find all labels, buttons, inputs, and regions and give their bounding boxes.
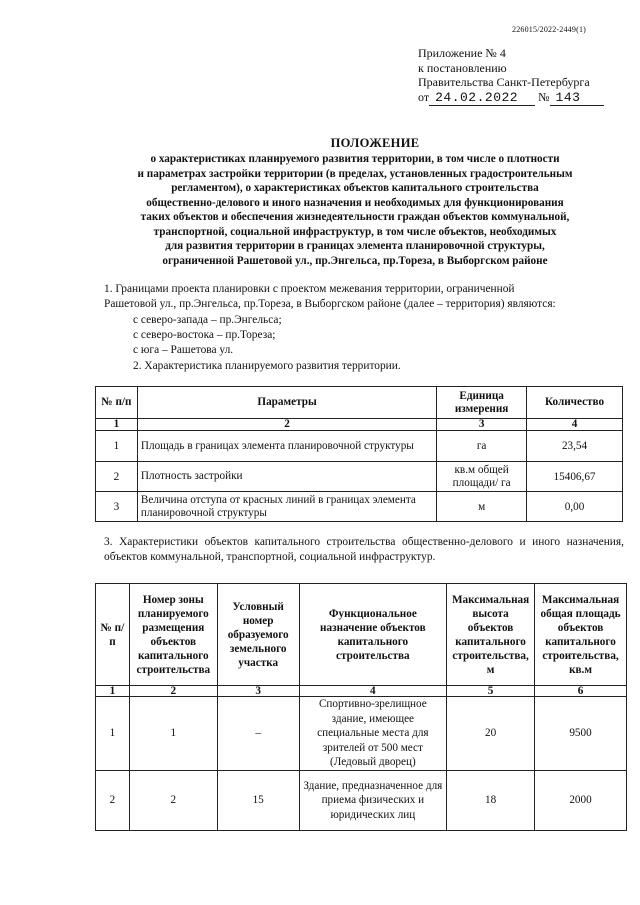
index-cell: 3 [437, 419, 527, 431]
header-number: № п/п [96, 584, 130, 686]
document-title: ПОЛОЖЕНИЕ [330, 136, 420, 150]
row-unit: кв.м общей площади/ га [437, 462, 527, 492]
document-number: 226015/2022-2449(1) [512, 25, 587, 34]
index-cell: 1 [96, 419, 138, 431]
paragraph-3: 3. Характеристики объектов капитального строительства общественно-делового и иного назначения, объектов коммунальной, транспортной, социальной инфраструктур. [104, 536, 624, 563]
table-row [96, 462, 623, 492]
header-area: Максимальная общая площадь объектов капитального строительства, кв.м [535, 584, 627, 686]
row-function: Здание, предназначенное для приема физических и юридических лиц [299, 771, 447, 831]
table-index-row [96, 419, 623, 431]
table-header-row [96, 387, 623, 419]
document-subtitle [80, 152, 630, 268]
index-cell: 3 [217, 686, 299, 697]
index-cell: 5 [447, 686, 535, 697]
boundary-item: с северо-запада – пр.Энгельса; [133, 314, 282, 326]
table-row [96, 492, 623, 522]
header-zone: Номер зоны планируемого размещения объектов капитального строительства [129, 584, 217, 686]
header-height: Максимальная высота объектов капитального строительства, м [447, 584, 535, 686]
row-height: 18 [447, 771, 535, 831]
row-zone: 2 [129, 771, 217, 831]
capital-construction-table [95, 583, 627, 831]
index-cell: 2 [137, 419, 436, 431]
index-cell: 1 [96, 686, 130, 697]
header-function: Функциональное назначение объектов капитального строительства [299, 584, 447, 686]
subtitle-line: о характеристиках планируемого развития территории, в том числе о плотности [150, 153, 560, 165]
row-function: Спортивно-зрелищное здание, имеющее специальные места для зрителей от 500 мест (Ледовый дворец) [299, 697, 447, 771]
row-plot: 15 [217, 771, 299, 831]
row-height: 20 [447, 697, 535, 771]
row-number: 1 [96, 697, 130, 771]
number-prefix: № [538, 89, 550, 104]
header-parameters: Параметры [137, 387, 436, 419]
row-number: 1 [96, 431, 138, 462]
table-row [96, 771, 627, 831]
decree-date: 24.02.2022 [429, 91, 535, 106]
row-plot: – [217, 697, 299, 771]
subtitle-line: транспортной, социальной инфраструктур, в том числе объектов, необходимых [153, 225, 557, 238]
row-number: 2 [96, 771, 130, 831]
index-cell: 6 [535, 686, 627, 697]
table-header-row [96, 584, 627, 686]
row-number: 2 [96, 462, 138, 492]
appendix-date-line [418, 90, 604, 106]
row-parameter: Величина отступа от красных линий в границах элемента планировочной структуры [137, 492, 436, 522]
row-parameter: Площадь в границах элемента планировочной структуры [137, 431, 436, 462]
header-unit: Единица измерения [437, 387, 527, 419]
header-plot: Условный номер образуемого земельного участка [217, 584, 299, 686]
subtitle-line: общественно-делового и иного назначения и необходимых для функционирования [146, 196, 564, 209]
table-index-row [96, 686, 627, 697]
appendix-line-3: Правительства Санкт-Петербурга [418, 75, 590, 89]
decree-number: 143 [550, 91, 604, 106]
row-area: 2000 [535, 771, 627, 831]
row-value: 23,54 [527, 431, 623, 462]
appendix-line-2: к постановлению [418, 60, 507, 75]
boundaries-list [133, 313, 282, 358]
row-value: 0,00 [527, 492, 623, 522]
subtitle-line: таких объектов и обеспечения жизнедеятельности граждан объектов коммунальной, [140, 211, 570, 223]
boundary-item: с северо-востока – пр.Тореза; [133, 329, 276, 341]
row-parameter: Плотность застройки [137, 462, 436, 492]
appendix-line-1: Приложение № 4 [418, 46, 506, 60]
index-cell: 2 [129, 686, 217, 697]
table-row [96, 697, 627, 771]
appendix-block [418, 46, 604, 106]
subtitle-line: для развития территории в границах элемента планировочной структуры, [165, 240, 545, 252]
row-area: 9500 [535, 697, 627, 771]
paragraph-1-line-1: 1. Границами проекта планировки с проектом межевания территории, ограниченной [104, 283, 515, 295]
paragraph-2: 2. Характеристика планируемого развития территории. [133, 360, 401, 372]
subtitle-line: регламентом), о характеристиках объектов капитального строительства [171, 182, 539, 194]
row-value: 15406,67 [527, 462, 623, 492]
header-number: № п/п [96, 387, 138, 419]
paragraph-1-line-2: Рашетовой ул., пр.Энгельса, пр.Тореза, в Выборгском районе (далее – территория) являются: [104, 298, 556, 310]
subtitle-line: ограниченной Рашетовой ул., пр.Энгельса, пр.Тореза, в Выборгском районе [162, 254, 548, 267]
table-row [96, 431, 623, 462]
date-prefix: от [418, 89, 430, 104]
boundary-item: с юга – Рашетова ул. [133, 344, 234, 356]
row-number: 3 [96, 492, 138, 522]
row-zone: 1 [129, 697, 217, 771]
header-quantity: Количество [527, 387, 623, 419]
index-cell: 4 [527, 419, 623, 431]
index-cell: 4 [299, 686, 447, 697]
row-unit: м [437, 492, 527, 522]
row-unit: га [437, 431, 527, 462]
subtitle-line: и параметрах застройки территории (в пределах, установленных градостроительным [137, 167, 573, 180]
territory-parameters-table [95, 386, 623, 522]
